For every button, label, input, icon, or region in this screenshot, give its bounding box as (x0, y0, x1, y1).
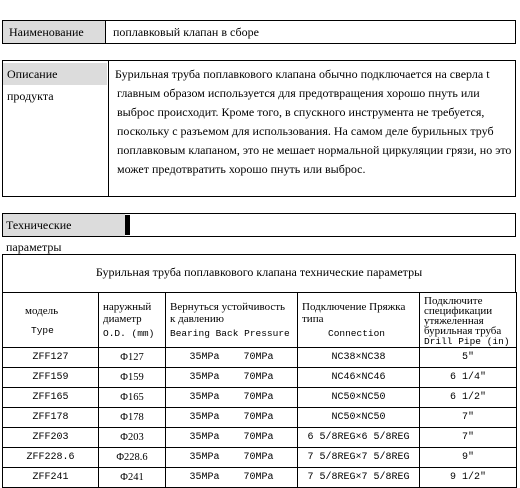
table-row (3, 348, 517, 368)
cell-od: Φ165 (99, 388, 166, 408)
name-row (2, 20, 516, 44)
cell-connection: 7 5/8REG×7 5/8REG (298, 468, 420, 488)
cell-type: ZFF165 (3, 388, 99, 408)
header-drill-pipe: Подключите спецификации утяжеленная бурильная труба Drill Pipe (in) (420, 293, 517, 348)
cell-connection: NC46×NC46 (298, 368, 420, 388)
cell-od: Φ203 (99, 428, 166, 448)
pressure-low: 35MPa (189, 412, 220, 423)
cell-drill-pipe: 9 1/2″ (420, 468, 517, 488)
pressure-low: 35MPa (189, 452, 220, 463)
pressure-high: 70MPa (243, 432, 274, 443)
cell-pressure (166, 368, 298, 388)
description-line: главным образом используется для предотвращения хорошо пнуть или (117, 86, 480, 100)
cell-connection: NC38×NC38 (298, 348, 420, 368)
cell-pressure (166, 428, 298, 448)
description-line: Бурильная труба поплавкового клапана обычно подключается на сверла t (115, 67, 490, 81)
description-label: Описание продукта (3, 63, 107, 85)
tech-params-marker (125, 215, 130, 235)
cell-connection: NC50×NC50 (298, 408, 420, 428)
description-text (115, 65, 513, 179)
cell-od: Φ241 (99, 468, 166, 488)
cell-type: ZFF228.6 (3, 448, 99, 468)
cell-type: ZFF203 (3, 428, 99, 448)
cell-od: Φ159 (99, 368, 166, 388)
name-label-cell (3, 21, 106, 43)
cell-od: Φ127 (99, 348, 166, 368)
cell-drill-pipe: 6 1/4″ (420, 368, 517, 388)
pressure-high: 70MPa (243, 372, 274, 383)
cell-drill-pipe: 9″ (420, 448, 517, 468)
tech-params-label: Технические параметры (3, 214, 125, 236)
cell-type: ZFF127 (3, 348, 99, 368)
cell-type: ZFF159 (3, 368, 99, 388)
table-caption: Бурильная труба поплавкового клапана технические параметры (95, 265, 423, 279)
cell-drill-pipe: 5″ (420, 348, 517, 368)
pressure-high: 70MPa (243, 452, 274, 463)
table-caption-box (2, 254, 516, 293)
pressure-high: 70MPa (243, 472, 274, 483)
cell-drill-pipe: 6 1/2″ (420, 388, 517, 408)
pressure-low: 35MPa (189, 372, 220, 383)
table-row (3, 388, 517, 408)
cell-pressure (166, 408, 298, 428)
cell-type: ZFF178 (3, 408, 99, 428)
cell-od: Φ178 (99, 408, 166, 428)
header-pressure: Вернуться устойчивость к давлению Bearing Back Pressure (166, 293, 298, 348)
spec-table-header-row (3, 293, 517, 348)
header-od: наружный диаметр O.D. (mm) (99, 293, 166, 348)
name-label: Наименование (9, 25, 84, 39)
cell-connection: 6 5/8REG×6 5/8REG (298, 428, 420, 448)
cell-pressure (166, 348, 298, 368)
cell-pressure (166, 388, 298, 408)
cell-pressure (166, 448, 298, 468)
cell-connection: 7 5/8REG×7 5/8REG (298, 448, 420, 468)
description-block (2, 60, 516, 197)
description-line: выброс происходит. Кроме того, в спускного инструмента не требуется, (117, 105, 485, 119)
table-row (3, 408, 517, 428)
table-row (3, 368, 517, 388)
description-line: поплавковым клапаном, это не мешает нормальной циркуляции грязи, но это (117, 143, 512, 157)
description-label-cell (3, 61, 109, 196)
header-connection: Подключение Пряжка типа Connection (298, 293, 420, 348)
table-row (3, 448, 517, 468)
cell-drill-pipe: 7″ (420, 408, 517, 428)
pressure-low: 35MPa (189, 472, 220, 483)
name-value: поплавковый клапан в сборе (113, 25, 259, 39)
spec-table (2, 292, 517, 488)
header-type: модель Type (3, 293, 99, 348)
pressure-high: 70MPa (243, 352, 274, 363)
cell-type: ZFF241 (3, 468, 99, 488)
pressure-high: 70MPa (243, 392, 274, 403)
pressure-low: 35MPa (189, 432, 220, 443)
cell-drill-pipe: 7″ (420, 428, 517, 448)
cell-connection: NC50×NC50 (298, 388, 420, 408)
description-line: поскольку с разъемом для использования. На самом деле бурильных труб (117, 124, 494, 138)
pressure-low: 35MPa (189, 352, 220, 363)
tech-params-row (2, 213, 516, 254)
table-row (3, 428, 517, 448)
pressure-high: 70MPa (243, 412, 274, 423)
cell-od: Φ228.6 (99, 448, 166, 468)
name-value-cell (113, 21, 259, 43)
pressure-low: 35MPa (189, 392, 220, 403)
description-line: может предотвратить хорошо пнуть или выброс. (117, 162, 366, 176)
